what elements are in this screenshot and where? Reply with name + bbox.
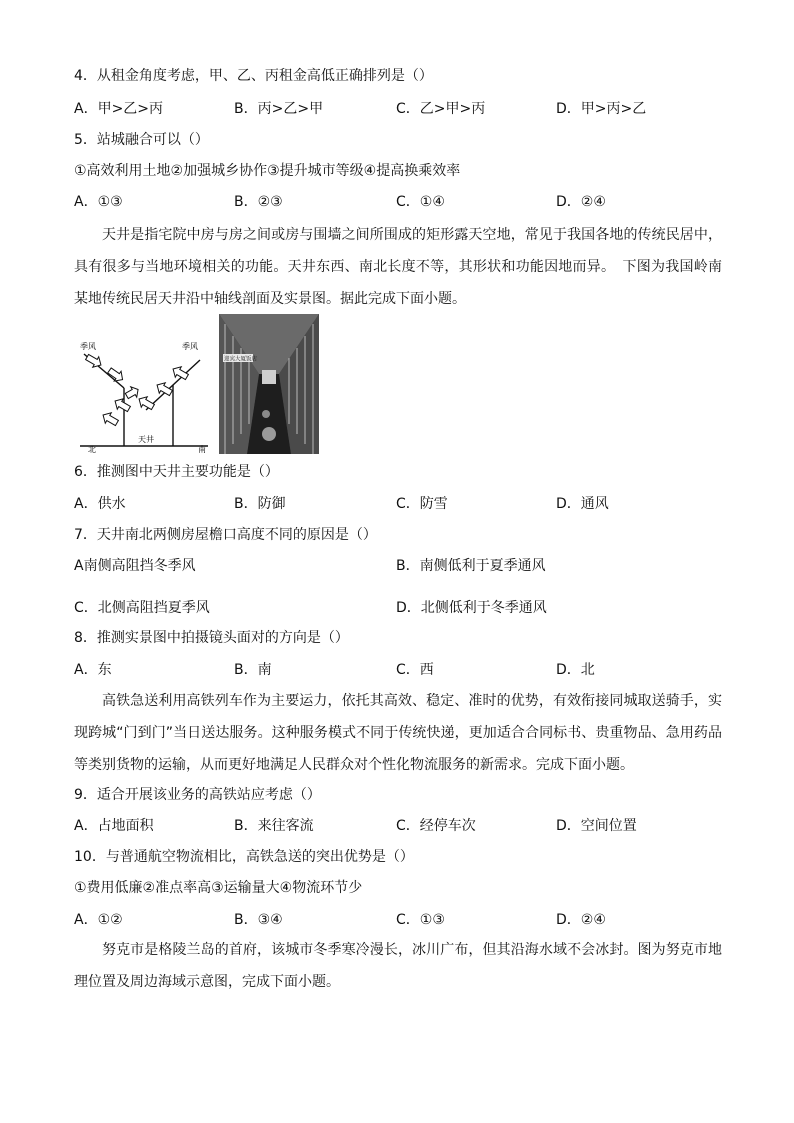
q9-option-a: A．占地面积	[74, 818, 154, 834]
q10-option-b: B．③④	[234, 912, 283, 928]
q5-option-d: D．②④	[556, 194, 606, 210]
q4-option-a: A．甲>乙>丙	[74, 101, 164, 117]
q7-stem: 7．天井南北两侧房屋檐口高度不同的原因是（）	[74, 527, 377, 543]
passage-tianjing: 天井是指宅院中房与房之间或房与围墙之间所围成的矩形露天空地，常见于我国各地的传统民居中，具有很多与当地环境相关的功能。天井东西、南北长度不等，其形状和功能因地而异。 下图为我国岭南某地传统民居天井沿中轴线剖面及实景图。据此完成下面小题。	[74, 227, 722, 307]
q10-option-a: A．①②	[74, 912, 123, 928]
q8-option-c: C．西	[396, 662, 434, 678]
q6-option-d: D．通风	[556, 496, 609, 512]
q5-items: ①高效利用土地②加强城乡协作③提升城市等级④提高换乘效率	[74, 163, 461, 179]
q10-option-c: C．①③	[396, 912, 445, 928]
q9-option-b: B．来往客流	[234, 818, 314, 834]
passage-nuuk: 努克市是格陵兰岛的首府，该城市冬季寒冷漫长，冰川广布，但其沿海水域不会冰封。图为努克市地理位置及周边海域示意图，完成下面小题。	[74, 942, 722, 990]
q5-option-b: B．②③	[234, 194, 283, 210]
passage-hsr-delivery: 高铁急送利用高铁列车作为主要运力，依托其高效、稳定、准时的优势，有效衔接同城取送骑手，实现跨城“门到门”当日送达服务。这种服务模式不同于传统快递，更加适合合同标书、贵重物品、急用药品等类别货物的运输，从而更好地满足人民群众对个性化物流服务的新需求。完成下面小题。	[74, 693, 722, 773]
q5-option-a: A．①③	[74, 194, 123, 210]
q8-option-a: A．东	[74, 662, 112, 678]
q8-option-b: B．南	[234, 662, 272, 678]
north-label: 北	[88, 445, 96, 454]
q6-option-a: A．供水	[74, 496, 126, 512]
south-label: 南	[198, 445, 206, 454]
q10-items: ①费用低廉②准点率高③运输量大④物流环节少	[74, 880, 363, 896]
left-wind-label: 季风	[80, 342, 96, 351]
q4-option-d: D．甲>丙>乙	[556, 101, 647, 117]
cross-section-diagram	[76, 314, 214, 456]
q7-option-b: B．南侧低利于夏季通风	[396, 558, 546, 574]
q9-option-c: C．经停车次	[396, 818, 476, 834]
q7-option-a: A南侧高阻挡冬季风	[74, 558, 196, 574]
q10-option-d: D．②④	[556, 912, 606, 928]
q8-option-d: D．北	[556, 662, 595, 678]
q4-option-c: C．乙>甲>丙	[396, 101, 486, 117]
tianjing-label: 天井	[138, 435, 154, 444]
q5-stem: 5．站城融合可以（）	[74, 132, 209, 148]
q4-option-b: B．丙>乙>甲	[234, 101, 324, 117]
q7-option-d: D．北侧低利于冬季通风	[396, 600, 547, 616]
q7-option-c: C．北侧高阻挡夏季风	[74, 600, 210, 616]
q10-stem: 10．与普通航空物流相比，高铁急送的突出优势是（）	[74, 849, 414, 865]
q5-option-c: C．①④	[396, 194, 445, 210]
q6-option-b: B．防御	[234, 496, 286, 512]
q6-option-c: C．防雪	[396, 496, 448, 512]
q8-stem: 8．推测实景图中拍摄镜头面对的方向是（）	[74, 630, 349, 646]
q9-stem: 9．适合开展该业务的高铁站应考虑（）	[74, 787, 321, 803]
right-wind-label: 季风	[182, 342, 198, 351]
q6-stem: 6．推测图中天井主要功能是（）	[74, 464, 279, 480]
q9-option-d: D．空间位置	[556, 818, 637, 834]
courtyard-photo	[219, 314, 319, 454]
photo-sign-text: 迎宾大厦饭店	[224, 356, 258, 363]
q4-stem: 4．从租金角度考虑，甲、乙、丙租金高低正确排列是（）	[74, 68, 433, 84]
